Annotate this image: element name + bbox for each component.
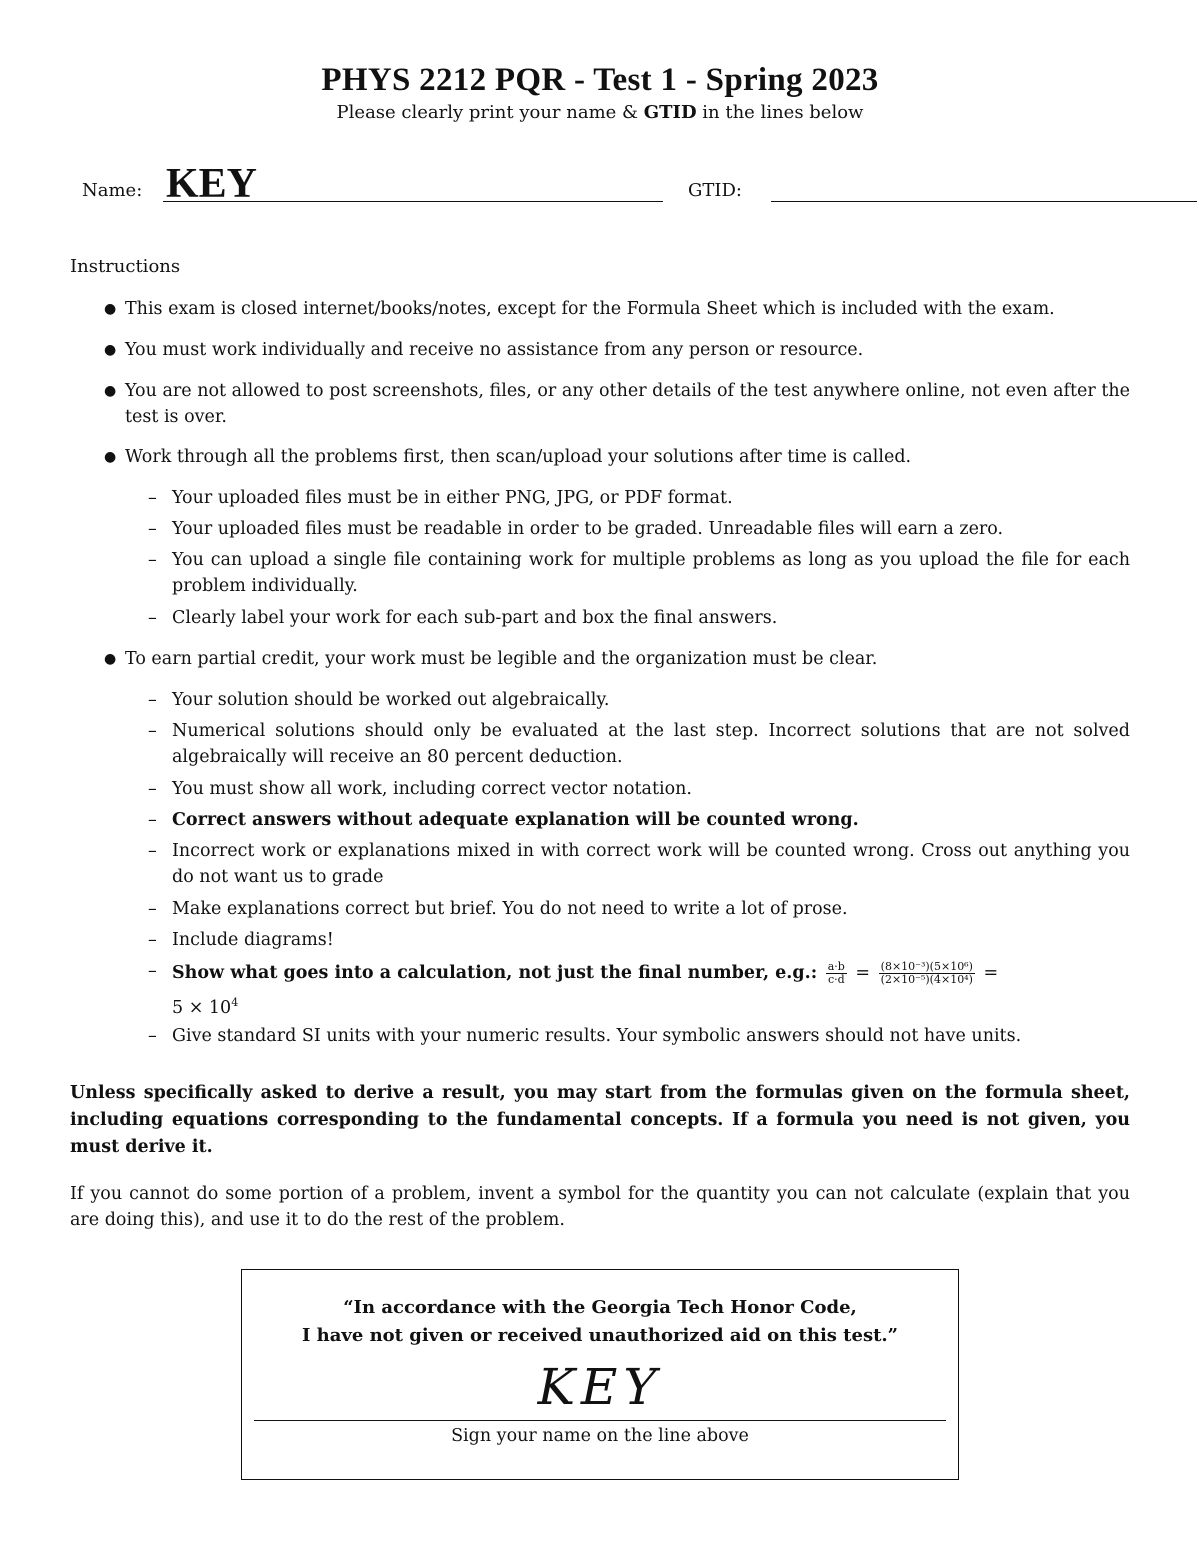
bullet-icon: ● <box>104 301 117 317</box>
example-fraction-1: $\frac{a\cdot b}{c\cdot d}$ <box>827 960 845 986</box>
name-gtid-row <box>0 160 1200 210</box>
signature: KEY <box>537 1358 663 1416</box>
instructions-heading: Instructions <box>70 256 181 277</box>
bullet-icon: ● <box>104 342 117 358</box>
example-result: $5 \times 10^4$ <box>172 996 239 1018</box>
derive-note: Unless specifically asked to derive a result, you may start from the formulas given on the formula sheet, including equations corresponding to the fundamental concepts. If a formula you need is not given, you must derive it. <box>70 1083 1130 1157</box>
name-value: KEY <box>166 161 258 207</box>
invent-symbol-note: If you cannot do some portion of a problem, invent a symbol for the quantity you can not calculate (explain that you are doing this), and use it to do the rest of the problem. <box>70 1184 1130 1230</box>
example-fraction-2: $\frac{\text{(8×10⁻³)(5×10⁶)}}{\text{(2×10⁻⁵)(4×10⁴)}}$ <box>880 960 973 986</box>
honor-code-box <box>241 1269 959 1480</box>
page-subtitle: Please clearly print your name & GTID in the lines below <box>336 102 864 123</box>
bullet-icon: ● <box>104 651 117 667</box>
signature-line <box>254 1420 946 1421</box>
exam-cover-page: PHYS 2212 PQR - Test 1 - Spring 2023 Please clearly print your name & GTID in the lines below Name: KEY GTID: Instructions ● This exam is closed internet/books/notes, except for the Formula Sheet which is included with the exam. ● You must work individually and receive no assistance from any person or resource. ● You are not allowed to post screenshots, files, or any other details of the test anywhere online, not even after the test is over. ● Work through all the problems first, then scan/upload your solutions after time is called. – Your uploaded files must be in either PNG, JPG, or PDF format. – Your uploaded files must be readable in order to be graded. Unreadable files will earn a zero. – You can upload a single file containing work for multiple problems as long as you upload the file for each problem individually. – Clearly label your work for each sub-part and box the final answers. ● To earn partial credit, your work must be legible and the organization must be clear. – Your solution should be worked out algebraically. – Numerical solutions should only be evaluated at the last step. Incorrect solutions that are not solved algebraically will receive an 80 percent deduction. – You must show all work, including correct vector notation. – Correct answers without adequate explanation will be counted wrong. – Incorrect work or explanations mixed in with correct work will be counted wrong. Cross out anything you do not want us to grade – Make explanations correct but brief. You do not need to write a lot of prose. – Include diagrams! – Show what goes into a calculation, not just the final number, e.g.: $\frac{a\cdot b}{c\cdot d}$ = $\frac{\text{(8×10⁻³)(5×10⁶)}}{\text{(2×10⁻⁵)(4×10⁴)}}$ = $5 \times 10^4$ – Give standard SI units with your numeric results. Your symbolic answers should not have units. Unless specifically asked to derive a result, you may start from the formulas given on the formula sheet, including equations corresponding to the fundamental concepts. If a formula you need is not given, you must derive it. If you cannot do some portion of a problem, invent a symbol for the quantity you can not calculate (explain that you are doing this), and use it to do the rest of the problem. “In accordance with the Georgia Tech Honor Code, I have not given or received unauthorized aid on this test.” KEY Sign your name on the line above <box>0 0 1200 1553</box>
bullet-icon: ● <box>104 449 117 465</box>
name-label: Name: <box>82 180 143 201</box>
gtid-line <box>771 201 1197 202</box>
honor-code-statement: “In accordance with the Georgia Tech Honor Code, I have not given or received unauthorized aid on this test.” <box>301 1297 899 1346</box>
signature-caption: Sign your name on the line above <box>451 1426 749 1446</box>
bullet-icon: ● <box>104 383 117 399</box>
gtid-label: GTID: <box>688 180 742 201</box>
page-title: PHYS 2212 PQR - Test 1 - Spring 2023 <box>321 62 879 98</box>
